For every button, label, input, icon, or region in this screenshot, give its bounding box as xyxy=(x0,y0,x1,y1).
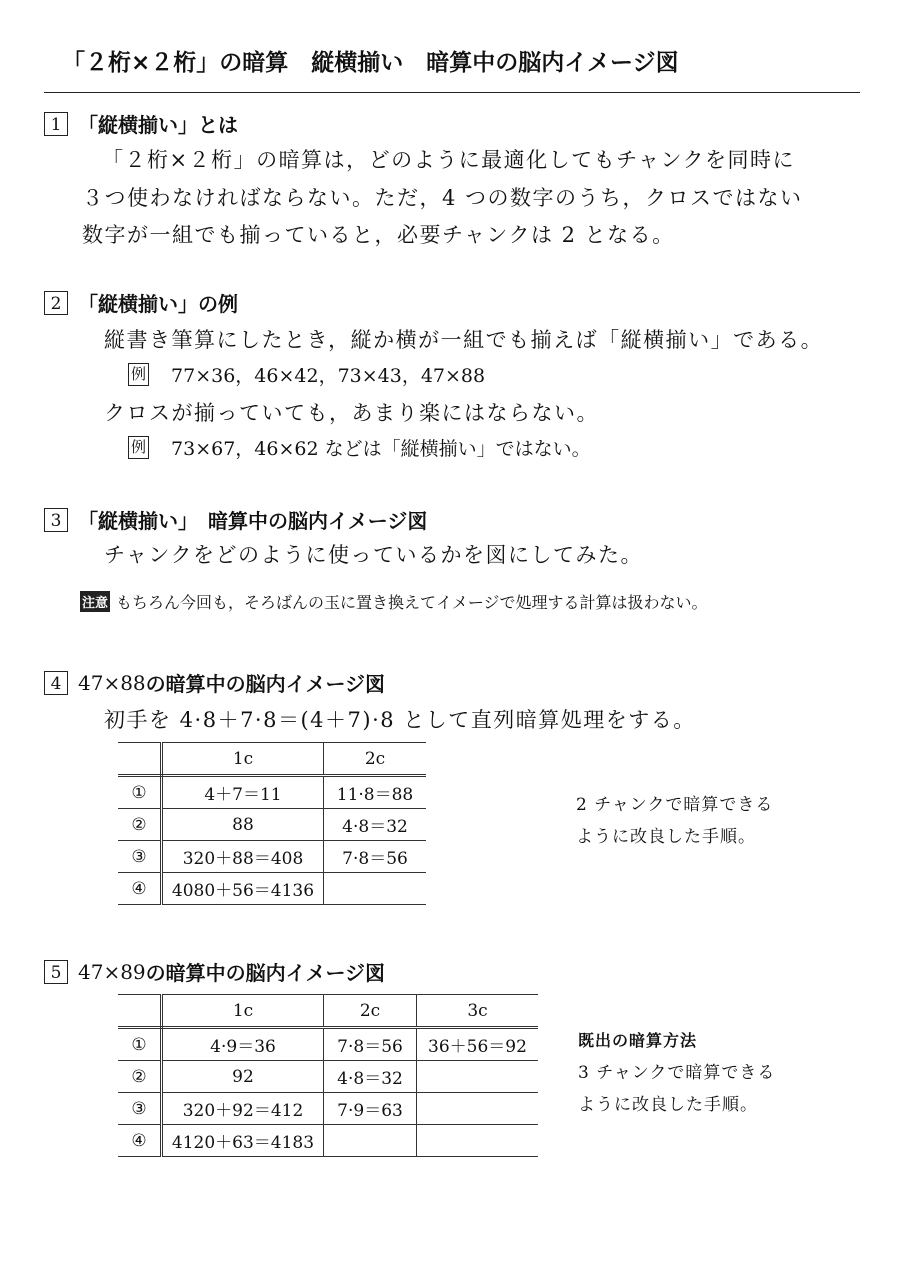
header-2c: 2c xyxy=(324,743,427,776)
section-3-title: 「縦横揃い」 暗算中の脳内イメージ図 xyxy=(78,509,428,533)
section-2-heading xyxy=(44,288,238,317)
cell-1c: 4·9＝36 xyxy=(162,1028,324,1061)
section-3-note xyxy=(80,590,708,613)
header-2c: 2c xyxy=(324,995,417,1028)
table-47x89 xyxy=(118,994,538,1157)
cell-2c xyxy=(324,873,427,905)
step-number: ② xyxy=(118,809,162,841)
section-1-line-2: ３つ使わなければならない。ただ，4 つの数字のうち，クロスではない xyxy=(82,186,803,210)
table-row xyxy=(118,1125,538,1157)
section-5-heading xyxy=(44,957,385,986)
section-5-title-numbers: 47×89 xyxy=(78,959,146,984)
cell-2c: 4·8＝32 xyxy=(324,1061,417,1093)
table-row xyxy=(118,1028,538,1061)
cell-1c: 320＋88＝408 xyxy=(162,841,324,873)
cell-1c: 4120＋63＝4183 xyxy=(162,1125,324,1157)
section-2-line-2: クロスが揃っていても，あまり楽にはならない。 xyxy=(104,401,599,425)
section-3-heading xyxy=(44,505,427,534)
section-2-title: 「縦横揃い」の例 xyxy=(78,292,238,316)
title-divider xyxy=(44,92,860,93)
cell-2c: 4·8＝32 xyxy=(324,809,427,841)
cell-2c: 7·8＝56 xyxy=(324,1028,417,1061)
section-4-heading xyxy=(44,668,385,697)
example-1-text: 77×36，46×42，73×43，47×88 xyxy=(171,365,486,387)
step-number: ③ xyxy=(118,1093,162,1125)
cell-1c: 4＋7＝11 xyxy=(162,776,324,809)
section-2-line-1: 縦書き筆算にしたとき，縦か横が一組でも揃えば「縦横揃い」である。 xyxy=(104,328,824,352)
section-4-line-1: 初手を 4·8＋7·8＝(4＋7)·8 として直列暗算処理をする。 xyxy=(104,708,696,732)
section-3-line-1: チャンクをどのように使っているかを図にしてみた。 xyxy=(104,543,643,567)
section-1-heading xyxy=(44,109,238,138)
side-note-line-1: 2 チャンクで暗算できる xyxy=(576,795,774,815)
cell-1c: 4080＋56＝4136 xyxy=(162,873,324,905)
table-row xyxy=(118,841,426,873)
section-4-side-note xyxy=(576,789,773,853)
note-text: もちろん今回も，そろばんの玉に置き換えてイメージで処理する計算は扱わない。 xyxy=(116,593,708,612)
table-row xyxy=(118,1061,538,1093)
header-1c: 1c xyxy=(162,995,324,1028)
section-4-title-text: の暗算中の脳内イメージ図 xyxy=(145,672,386,696)
cell-1c: 320＋92＝412 xyxy=(162,1093,324,1125)
table-row xyxy=(118,809,426,841)
header-3c: 3c xyxy=(417,995,539,1028)
section-5-number: 5 xyxy=(44,960,68,984)
cell-3c xyxy=(417,1125,539,1157)
table-header-row xyxy=(118,743,426,776)
header-corner xyxy=(118,995,162,1028)
step-number: ① xyxy=(118,776,162,809)
cell-1c: 88 xyxy=(162,809,324,841)
cell-2c: 11·8＝88 xyxy=(324,776,427,809)
header-corner xyxy=(118,743,162,776)
cell-3c: 36＋56＝92 xyxy=(417,1028,539,1061)
step-number: ④ xyxy=(118,873,162,905)
example-2-text: 73×67，46×62 などは「縦横揃い」ではない。 xyxy=(171,438,591,460)
step-number: ① xyxy=(118,1028,162,1061)
section-4-number: 4 xyxy=(44,671,68,695)
page-title: 「２桁×２桁」の暗算 縦横揃い 暗算中の脳内イメージ図 xyxy=(62,50,679,76)
step-number: ④ xyxy=(118,1125,162,1157)
table-row xyxy=(118,776,426,809)
cell-2c: 7·8＝56 xyxy=(324,841,427,873)
table-header-row xyxy=(118,995,538,1028)
table-row xyxy=(118,1093,538,1125)
section-1-number: 1 xyxy=(44,112,68,136)
header-1c: 1c xyxy=(162,743,324,776)
example-label: 例 xyxy=(128,363,149,386)
example-label: 例 xyxy=(128,436,149,459)
section-2-example-1 xyxy=(128,361,485,388)
table-row xyxy=(118,873,426,905)
cell-2c: 7·9＝63 xyxy=(324,1093,417,1125)
note-tag: 注意 xyxy=(80,591,110,612)
cell-2c xyxy=(324,1125,417,1157)
cell-3c xyxy=(417,1093,539,1125)
table-47x88 xyxy=(118,742,426,905)
side-note-line-2: ように改良した手順。 xyxy=(576,827,756,847)
section-5-side-note xyxy=(578,1025,775,1121)
section-4-title-numbers: 47×88 xyxy=(78,670,146,695)
cell-3c xyxy=(417,1061,539,1093)
section-3-number: 3 xyxy=(44,508,68,532)
cell-1c: 92 xyxy=(162,1061,324,1093)
section-2-number: 2 xyxy=(44,291,68,315)
side-note-title: 既出の暗算方法 xyxy=(578,1031,698,1050)
step-number: ② xyxy=(118,1061,162,1093)
step-number: ③ xyxy=(118,841,162,873)
side-note-line-2: ように改良した手順。 xyxy=(578,1095,758,1115)
side-note-line-1: 3 チャンクで暗算できる xyxy=(578,1063,776,1083)
section-1-title: 「縦横揃い」とは xyxy=(78,113,238,137)
section-1-line-1: 「２桁×２桁」の暗算は，どのように最適化してもチャンクを同時に xyxy=(102,148,796,172)
section-5-title-text: の暗算中の脳内イメージ図 xyxy=(145,961,386,985)
section-1-line-3: 数字が一組でも揃っていると，必要チャンクは 2 となる。 xyxy=(82,223,675,247)
section-2-example-2 xyxy=(128,434,591,461)
